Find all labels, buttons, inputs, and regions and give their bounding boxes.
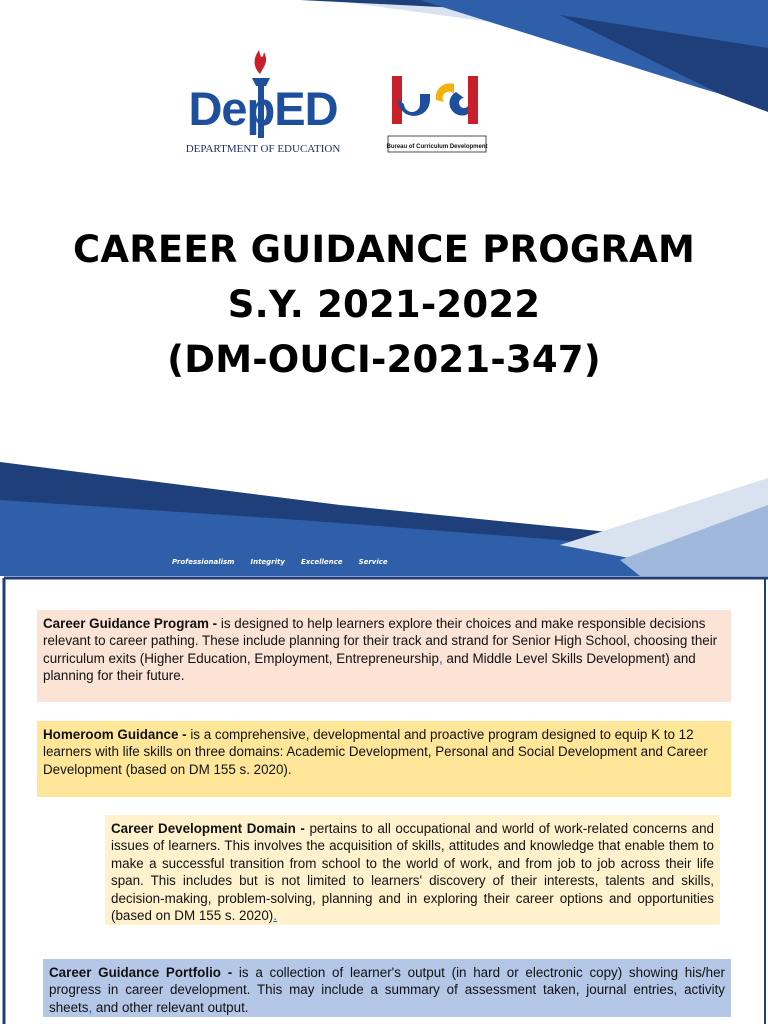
title-line: S.Y. 2021-2022 [227,283,541,326]
title-line: CAREER GUIDANCE PROGRAM [73,228,695,271]
bcd-d-bowl-icon [449,92,468,116]
page-title [0,222,768,387]
core-value: Professionalism [172,558,235,566]
core-value: Excellence [300,558,343,566]
bcd-caption: Bureau of Curriculum Development [386,144,488,150]
definition-mark: . [273,908,278,924]
deped-logo [168,42,358,157]
definition-term: Career Development Domain - [111,821,305,836]
bcd-letter-b-icon [392,76,402,124]
definition-text: is designed to help learners explore their choices and make responsible decisions relevant to career pathing. These include planning for their track and strand for Senior High School, choosing their curriculum exits (Higher Education, Employment, Entrepreneurship [43,616,718,666]
definition-mark: , [438,650,443,666]
definition-career-guidance-program [37,610,731,702]
definition-text-after: and Middle Level Skills Development) and planning for their future. [43,650,696,684]
bcd-bowl-icon [398,94,430,116]
definition-text: is a comprehensive, developmental and proactive program designed to equip K to 12 learners with life skills on three domains: Academic Development, Personal and Social Development and Career Development (based on DM 155 s. 2020). [43,727,708,777]
torch-flame-icon [255,50,267,74]
definition-term: Career Guidance Program - [43,616,218,631]
bcd-logo [384,70,490,158]
title-line: (DM-OUCI-2021-347) [167,338,601,381]
core-value: Integrity [250,558,285,566]
definition-text: pertains to all occupational and world of work-related concerns and issues of learners. This involves the acquisition of skills, attitudes and knowledge that enable them to make a successful transition from school to the world of work, and from job to job across their life span. This includes but is not limited to learners' discovery of their interests, talents and skills, decision-making, problem-solving, planning and in exploring their career options and opportunities (based on DM 155 s. 2020) [111,821,714,924]
definition-homeroom-guidance [37,721,731,797]
definition-mark: , [88,999,93,1015]
definition-text: is a collection of learner's output (in hard or electronic copy) showing his/her progress in career development. This may include a summary of assessment taken, journal entries, activity sheets [49,965,725,1015]
definition-term: Career Guidance Portfolio - [49,965,233,980]
deped-caption: DEPARTMENT OF EDUCATION [185,143,341,155]
definition-career-guidance-portfolio [43,959,731,1017]
definition-term: Homeroom Guidance - [43,727,187,742]
core-value: Service [358,558,388,566]
bcd-letter-d-icon [468,76,478,124]
definition-text-after: and other relevant output. [92,999,249,1015]
deped-wordmark: DepED [188,82,338,135]
definition-career-development-domain [105,815,720,925]
core-values [172,558,388,566]
